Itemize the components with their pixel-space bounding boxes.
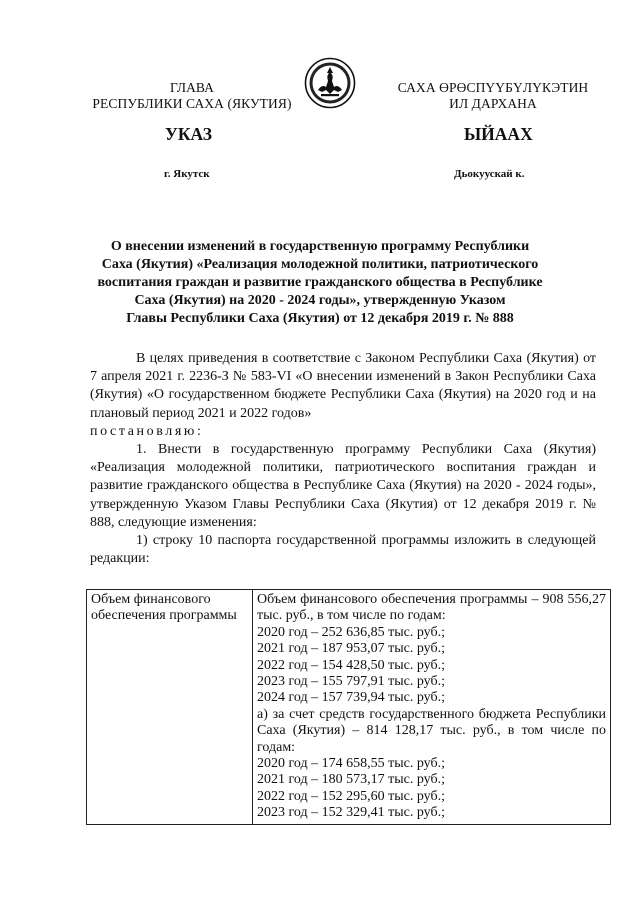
postanovlyayu-text: постановляю: bbox=[90, 423, 204, 439]
title-line: Главы Республики Саха (Якутия) от 12 декабря 2019 г. № 888 bbox=[126, 311, 514, 326]
ukaz-title-ru: УКАЗ bbox=[165, 124, 212, 144]
financing-line: Объем финансового обеспечения программы – 908 556,27 тыс. руб., в том числе по годам: bbox=[257, 592, 606, 624]
title-line: О внесении изменений в государственную программу Республики bbox=[110, 239, 530, 254]
financing-line: 2021 год – 180 573,17 тыс. руб.; bbox=[257, 772, 445, 788]
city-sah: Дьокуускай к. bbox=[454, 168, 525, 180]
header-left-line2: РЕСПУБЛИКИ САХА (ЯКУТИЯ) bbox=[92, 96, 292, 111]
table-label-cell: Объем финансового обеспечения программы bbox=[87, 590, 253, 825]
header-right-line1: САХА ӨРӨСПҮҮБҮЛҮКЭТИН bbox=[397, 80, 589, 95]
header-left-line1: ГЛАВА bbox=[169, 80, 215, 95]
header-right bbox=[378, 80, 608, 112]
financing-line: 2023 год – 152 329,41 тыс. руб.; bbox=[257, 805, 445, 821]
header-right-line2: ИЛ ДАРХАНА bbox=[449, 96, 537, 111]
item-1-paragraph: 1. Внести в государственную программу Республики Саха (Якутия) «Реализация молодежной политики, патриотического воспитания граждан и развитие гражданского общества в Республике Саха (Якутия) на 2020 - 2024 годы», утвержденную Указом Главы Республики Саха (Якутия) от 12 декабря 2019 г. № 888, следующие изменения: bbox=[90, 442, 596, 530]
preamble-paragraph: В целях приведения в соответствие с Законом Республики Саха (Якутия) от 7 апреля 2021 г. 2236-З № 583-VI «О внесении изменений в Закон Республики Саха (Якутия) «О государственном бюджете Республики Саха (Якутия) на 2020 год и на плановый период 2021 и 2022 годов» bbox=[90, 351, 596, 421]
financing-line: 2020 год – 174 658,55 тыс. руб.; bbox=[257, 756, 445, 772]
title-line: Саха (Якутия) «Реализация молодежной политики, патриотического bbox=[101, 257, 539, 272]
financing-line: 2022 год – 152 295,60 тыс. руб.; bbox=[257, 788, 445, 804]
financing-line: 2020 год – 252 636,85 тыс. руб.; bbox=[257, 624, 445, 640]
table-row bbox=[87, 590, 611, 825]
financing-line: 2022 год – 154 428,50 тыс. руб.; bbox=[257, 657, 445, 673]
title-line: воспитания граждан и развитие гражданского общества в Республике bbox=[97, 275, 543, 290]
document-title bbox=[90, 238, 550, 328]
sub-item-1-paragraph: 1) строку 10 паспорта государственной программы изложить в следующей редакции: bbox=[90, 533, 596, 567]
financing-line: 2024 год – 157 739,94 тыс. руб.; bbox=[257, 690, 445, 706]
header-left bbox=[76, 80, 308, 112]
table-value-cell bbox=[253, 590, 611, 825]
document-body bbox=[90, 350, 596, 568]
ukaz-title-sah: ЫЙААХ bbox=[464, 124, 533, 144]
financing-line: 2023 год – 155 797,91 тыс. руб.; bbox=[257, 674, 445, 690]
financing-table bbox=[86, 589, 611, 825]
financing-line: а) за счет средств государственного бюджета Республики Саха (Якутия) – 814 128,17 тыс. руб., в том числе по годам: bbox=[257, 706, 606, 755]
title-line: Саха (Якутия) на 2020 - 2024 годы», утвержденную Указом bbox=[134, 293, 506, 308]
city-ru: г. Якутск bbox=[164, 168, 210, 180]
coat-of-arms-emblem bbox=[304, 57, 356, 109]
financing-line: 2021 год – 187 953,07 тыс. руб.; bbox=[257, 641, 445, 657]
